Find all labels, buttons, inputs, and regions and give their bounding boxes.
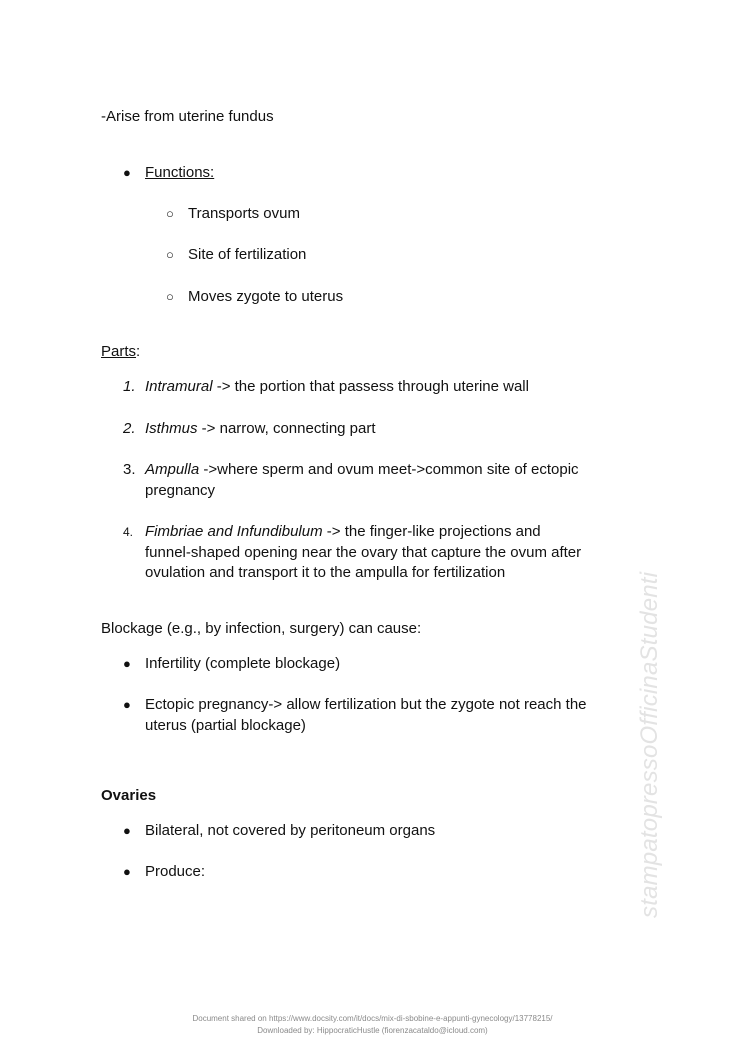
footer-downloaded-by: Downloaded by: HippocraticHustle (fiorenzacataldo@icloud.com) [257, 1026, 488, 1035]
ovaries-item: Produce: [145, 863, 206, 880]
parts-heading-label: Parts [101, 343, 137, 360]
part-desc-continued: pregnancy [145, 482, 216, 499]
part-item [145, 419, 376, 439]
part-desc-continued: funnel-shaped opening near the ovary that capture the ovum after [145, 544, 582, 561]
bullet-icon: ● [123, 697, 131, 712]
part-term: Isthmus [145, 420, 198, 437]
functions-heading: Functions: [145, 164, 215, 181]
bullet-icon: ● [123, 165, 131, 180]
part-term: Ampulla [145, 461, 200, 478]
footer-shared-link[interactable]: Document shared on https://www.docsity.com/it/docs/mix-di-sbobine-e-appunti-gynecology/13778215/ [192, 1014, 553, 1023]
function-item: Moves zygote to uterus [188, 288, 344, 305]
part-desc: -> the portion that passess through uterine wall [212, 378, 529, 395]
part-desc: ->where sperm and ovum meet->common site of ectopic [199, 461, 579, 478]
part-term: Fimbriae and Infundibulum [145, 523, 323, 540]
blockage-item: Infertility (complete blockage) [145, 655, 341, 672]
function-item: Transports ovum [188, 205, 300, 222]
circle-bullet-icon: ○ [166, 289, 174, 304]
parts-heading-colon: : [136, 343, 141, 360]
blockage-item-continued: uterus (partial blockage) [145, 717, 306, 734]
blockage-item: Ectopic pregnancy-> allow fertilization but the zygote not reach the [145, 696, 587, 713]
circle-bullet-icon: ○ [166, 206, 174, 221]
blockage-heading: Blockage (e.g., by infection, surgery) can cause: [101, 620, 422, 637]
ovaries-heading: Ovaries [101, 787, 157, 804]
list-number: 3. [123, 461, 136, 478]
watermark: stampatopressoOfficinaStudenti [636, 571, 663, 918]
part-desc: -> narrow, connecting part [197, 420, 376, 437]
part-desc-continued: ovulation and transport it to the ampulla for fertilization [145, 564, 506, 581]
function-item: Site of fertilization [188, 246, 307, 263]
circle-bullet-icon: ○ [166, 247, 174, 262]
bullet-icon: ● [123, 823, 131, 838]
list-number: 4. [123, 525, 134, 539]
bullet-icon: ● [123, 656, 131, 671]
part-desc: -> the finger-like projections and [322, 523, 541, 540]
parts-heading [101, 342, 140, 362]
part-item [145, 460, 579, 480]
part-item [145, 522, 541, 542]
part-item [145, 377, 529, 397]
part-term: Intramural [145, 378, 213, 395]
list-number: 2. [123, 420, 136, 437]
list-number: 1. [123, 378, 136, 395]
bullet-icon: ● [123, 864, 131, 879]
ovaries-item: Bilateral, not covered by peritoneum organs [145, 822, 436, 839]
intro-line: -Arise from uterine fundus [101, 108, 274, 125]
